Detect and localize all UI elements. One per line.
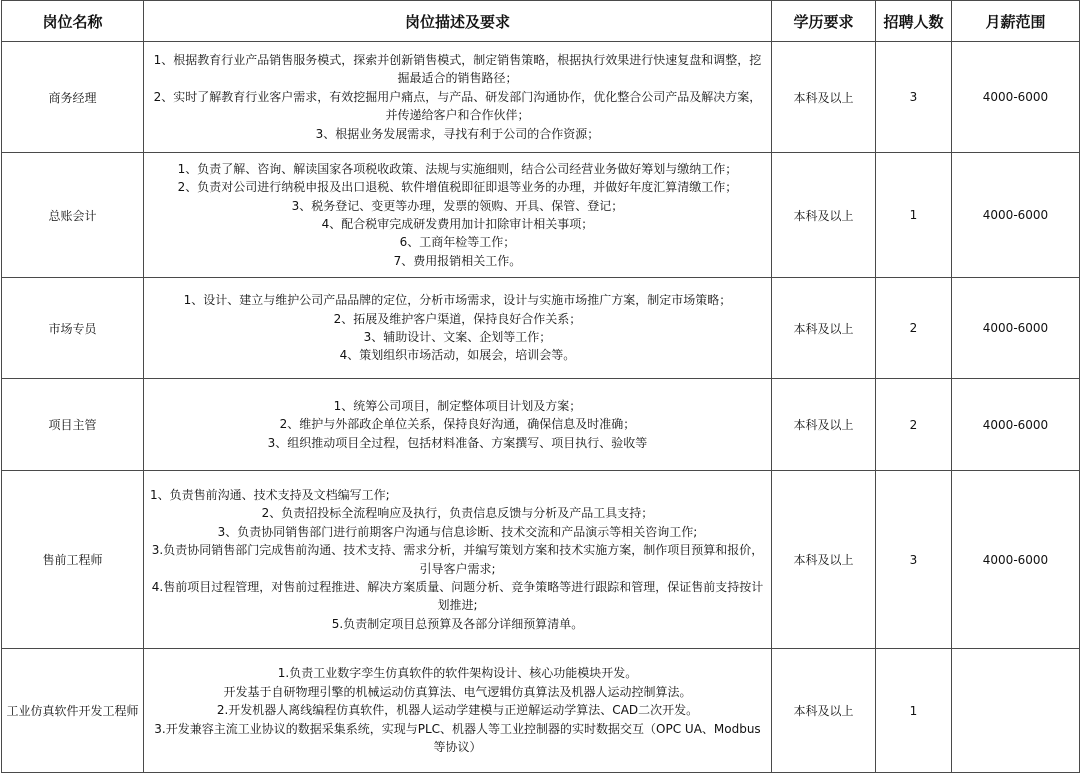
description-line: 3、负责协同销售部门进行前期客户沟通与信息诊断、技术交流和产品演示等相关咨询工作;	[217, 524, 698, 539]
description-line: 2、负责对公司进行纳税申报及出口退税、软件增值税即征即退等业务的办理，并做好年度汇算清缴工作；	[177, 180, 738, 195]
description-line: 1、设计、建立与维护公司产品品牌的定位，分析市场需求，设计与实施市场推广方案，制定市场策略；	[183, 293, 732, 308]
description-line: 2、负责招投标全流程响应及执行，负责信息反馈与分析及产品工具支持；	[261, 506, 654, 521]
description-line: 6、工商年检等工作；	[399, 235, 516, 250]
description-line: 1.负责工业数字孪生仿真软件的软件架构设计、核心功能模块开发。	[277, 666, 638, 681]
salary-range	[952, 649, 1080, 773]
table-row	[2, 278, 1080, 379]
description-line: 4.售前项目过程管理，对售前过程推进、解决方案质量、问题分析、竞争策略等进行跟踪和管理，保证售前支持按计划推进;	[151, 579, 764, 613]
header-description: 岗位描述及要求	[144, 1, 772, 42]
description-line: 5.负责制定项目总预算及各部分详细预算清单。	[331, 616, 584, 631]
description-line: 7、费用报销相关工作。	[393, 253, 522, 268]
header-position-name: 岗位名称	[2, 1, 144, 42]
headcount: 2	[876, 379, 952, 471]
table-row	[2, 42, 1080, 153]
description-line: 4、策划组织市场活动，如展会，培训会等。	[339, 348, 576, 363]
salary-range: 4000-6000	[952, 153, 1080, 278]
description-line: 3、组织推动项目全过程，包括材料准备、方案撰写、项目执行、验收等	[267, 435, 648, 450]
table-row	[2, 379, 1080, 471]
description-line: 2.开发机器人离线编程仿真软件，机器人运动学建模与正逆解运动学算法、CAD二次开发。	[216, 703, 699, 718]
education-requirement: 本科及以上	[772, 379, 876, 471]
description-line: 3.负责协同销售部门完成售前沟通、技术支持、需求分析，并编写策划方案和技术实施方案，制作项目预算和报价，引导客户需求;	[151, 543, 764, 576]
headcount: 1	[876, 649, 952, 773]
job-table	[1, 0, 1080, 773]
table-row	[2, 471, 1080, 649]
position-name: 项目主管	[2, 379, 144, 471]
table-row	[2, 649, 1080, 773]
description-line: 2、拓展及维护客户渠道，保持良好合作关系；	[333, 311, 582, 326]
salary-range: 4000-6000	[952, 379, 1080, 471]
education-requirement: 本科及以上	[772, 42, 876, 153]
description-line: 2、实时了解教育行业客户需求，有效挖掘用户痛点，与产品、研发部门沟通协作，优化整合公司产品及解决方案，并传递给客户和合作伙伴；	[153, 89, 762, 123]
description-line: 3、辅助设计、文案、企划等工作；	[363, 330, 552, 344]
header-headcount: 招聘人数	[876, 1, 952, 42]
description-line: 4、配合税审完成研发费用加计扣除审计相关事项；	[321, 217, 594, 231]
position-description	[144, 153, 772, 278]
salary-range: 4000-6000	[952, 42, 1080, 153]
education-requirement: 本科及以上	[772, 649, 876, 773]
position-name: 售前工程师	[2, 471, 144, 649]
position-name: 市场专员	[2, 278, 144, 379]
salary-range: 4000-6000	[952, 471, 1080, 649]
position-description	[144, 471, 772, 649]
position-name: 总账会计	[2, 153, 144, 278]
position-description	[144, 278, 772, 379]
description-line: 2、维护与外部政企单位关系，保持良好沟通，确保信息及时准确；	[279, 417, 636, 432]
position-description	[144, 379, 772, 471]
table-row	[2, 153, 1080, 278]
salary-range: 4000-6000	[952, 278, 1080, 379]
education-requirement: 本科及以上	[772, 153, 876, 278]
description-line: 3.开发兼容主流工业协议的数据采集系统，实现与PLC、机器人等工业控制器的实时数据交互（OPC UA、Modbus等协议）	[154, 721, 761, 755]
description-line: 1、根据教育行业产品销售服务模式，探索并创新销售模式，制定销售策略，根据执行效果进行快速复盘和调整，挖掘最适合的销售路径；	[153, 52, 762, 86]
headcount: 3	[876, 471, 952, 649]
education-requirement: 本科及以上	[772, 278, 876, 379]
description-line: 1、统筹公司项目，制定整体项目计划及方案；	[333, 398, 582, 413]
position-name: 工业仿真软件开发工程师	[2, 649, 144, 773]
position-name: 商务经理	[2, 42, 144, 153]
description-line: 3、根据业务发展需求，寻找有利于公司的合作资源；	[315, 126, 600, 141]
header-salary: 月薪范围	[952, 1, 1080, 42]
description-line: 1、负责售前沟通、技术支持及文档编写工作;	[150, 487, 390, 502]
description-line: 1、负责了解、咨询、解读国家各项税收政策、法规与实施细则，结合公司经营业务做好筹划与缴纳工作；	[177, 161, 738, 176]
position-description	[144, 649, 772, 773]
headcount: 3	[876, 42, 952, 153]
headcount: 2	[876, 278, 952, 379]
description-line: 开发基于自研物理引擎的机械运动仿真算法、电气逻辑仿真算法及机器人运动控制算法。	[223, 684, 692, 699]
description-line: 3、税务登记、变更等办理，发票的领购、开具、保管、登记；	[291, 198, 624, 213]
header-row	[2, 1, 1080, 42]
position-description	[144, 42, 772, 153]
header-education: 学历要求	[772, 1, 876, 42]
headcount: 1	[876, 153, 952, 278]
education-requirement: 本科及以上	[772, 471, 876, 649]
